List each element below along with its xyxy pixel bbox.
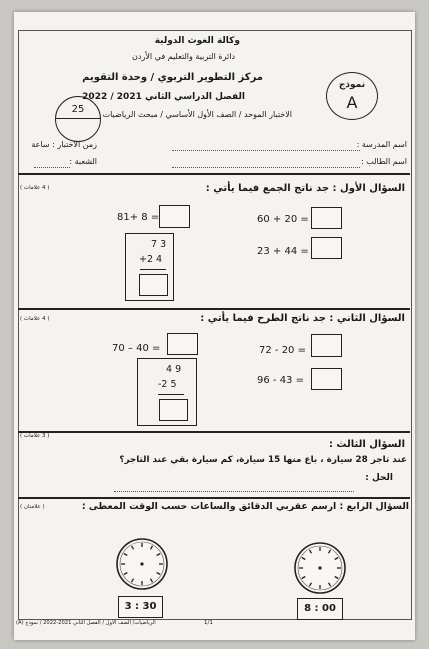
q1-marks: ( 4 علامات ) <box>20 185 50 191</box>
mark-divider <box>56 118 100 119</box>
time-label-left-box <box>118 596 163 618</box>
q1-sum-line <box>140 269 166 270</box>
q3-marks: ( 3 علامات ) <box>20 433 50 439</box>
term-label: الفصل الدراسي الثاني 2021 / 2022 <box>82 92 245 102</box>
student-name-field[interactable] <box>172 167 360 168</box>
header-divider <box>18 173 410 175</box>
center-name: مركز التطوير التربوي / وحدة التقويم <box>82 72 263 83</box>
clock-left[interactable] <box>115 537 169 591</box>
q1-eq1: 81+ 8 = <box>117 212 160 223</box>
school-name-field[interactable] <box>172 150 360 151</box>
q2-title: السؤال الثاني : جد ناتج الطرح فيما يأتي : <box>200 313 405 324</box>
q1-answer-box-4[interactable] <box>311 237 342 259</box>
total-mark-circle <box>55 96 101 142</box>
clock-face-icon <box>293 541 347 595</box>
footer-text: الرياضيات/ الصف الأول / الفصل الثاني 2021-2022 / نموذج (A) <box>16 620 156 626</box>
q2-eq2: 72 - 20 = <box>259 345 306 356</box>
q3-divider <box>18 497 410 499</box>
q2-answer-box-4[interactable] <box>311 368 342 390</box>
q2-col-bottom: -2 5 <box>158 379 177 390</box>
model-badge <box>326 72 378 120</box>
q2-col-top: 4 9 <box>166 364 182 375</box>
q1-answer-box-1[interactable] <box>159 205 190 228</box>
q4-marks: ( علامتان ) <box>20 504 45 510</box>
department-name: دائرة التربية والتعليم في الأردن <box>132 52 235 61</box>
section-field[interactable] <box>34 167 70 168</box>
time-left: 3 : 30 <box>124 601 157 612</box>
q2-divider <box>18 431 410 433</box>
model-letter: A <box>346 93 358 112</box>
q1-answer-box-2[interactable] <box>311 207 342 229</box>
q1-title: السؤال الأول : جد ناتج الجمع فيما يأتي : <box>205 183 405 194</box>
student-name-label: اسم الطالب : <box>361 157 407 166</box>
q1-col-bottom: +2 4 <box>139 254 163 265</box>
q2-eq1: 70 – 40 = <box>112 343 161 354</box>
q1-col-top: 7 3 <box>151 239 167 250</box>
exam-paper <box>14 12 415 640</box>
clock-right[interactable] <box>293 541 347 595</box>
q4-title: السؤال الرابع : ارسم عقربي الدقائق والساعات حسب الوقت المعطى : <box>81 501 409 512</box>
q2-diff-line <box>158 394 184 395</box>
page-number: 1/1 <box>204 620 213 626</box>
q2-answer-box-3[interactable] <box>159 399 188 421</box>
q2-marks: ( 4 علامات ) <box>20 316 50 322</box>
q2-answer-box-1[interactable] <box>167 333 198 355</box>
q1-eq3: 23 + 44 = <box>257 246 309 257</box>
model-label: نموذج <box>338 80 366 90</box>
agency-name: وكالة الغوث الدولية <box>154 36 240 46</box>
section-label: الشعبة : <box>69 157 97 166</box>
q3-problem: عند تاجر 28 سيارة ، باع منها 15 سيارة، كم سيارة بقي عند التاجر؟ <box>119 455 407 465</box>
q3-solution-label: الحل : <box>365 473 393 483</box>
clock-face-icon <box>115 537 169 591</box>
q3-solution-field[interactable] <box>114 491 354 492</box>
q2-answer-box-2[interactable] <box>311 334 342 357</box>
q2-column-subtraction <box>137 358 197 426</box>
time-right: 8 : 00 <box>304 603 336 614</box>
q1-answer-box-3[interactable] <box>139 274 168 296</box>
q1-column-addition <box>125 233 174 301</box>
q3-title: السؤال الثالث : <box>328 439 405 450</box>
exam-title: الاختبار الموحد / الصف الأول الأساسي / مبحث الرياضيات <box>102 110 292 119</box>
q1-divider <box>18 308 410 310</box>
school-name-label: اسم المدرسة : <box>356 140 407 149</box>
q1-eq2: 60 + 20 = <box>257 214 309 225</box>
total-mark: 25 <box>71 104 85 115</box>
time-label-right-box <box>297 598 343 620</box>
q2-eq3: 96 - 43 = <box>257 375 304 386</box>
exam-time-label: زمن الاختبار : ساعة <box>31 140 97 149</box>
